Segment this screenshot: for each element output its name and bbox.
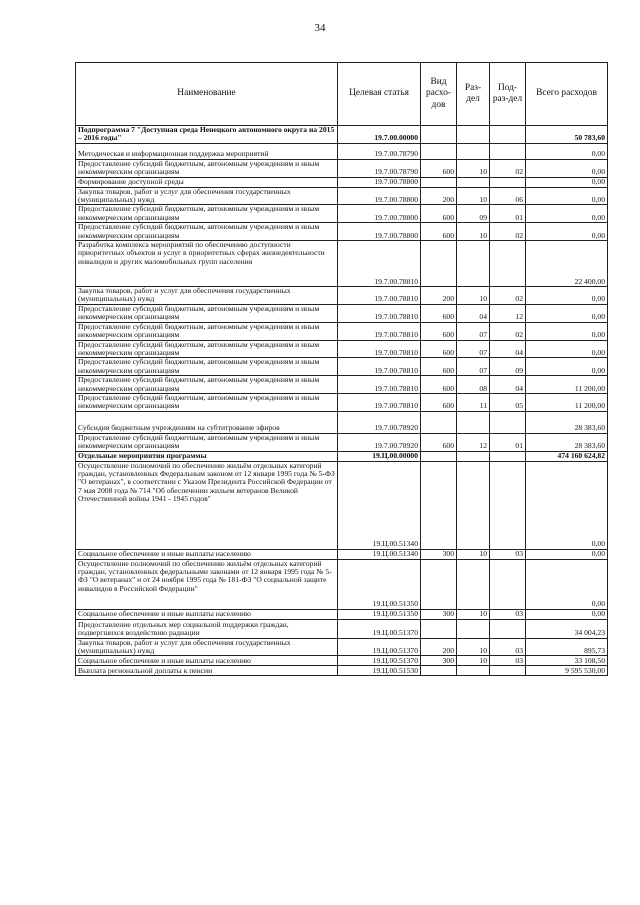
- cell-type: 600: [421, 205, 457, 223]
- cell-total: 0,00: [526, 223, 608, 241]
- cell-total: 0,00: [526, 340, 608, 358]
- cell-name: Предоставление отдельных мер социальной поддержки граждан, подвергшихся воздействию радиации: [76, 619, 338, 638]
- cell-total: 0,00: [526, 461, 608, 549]
- cell-section: 08: [457, 376, 490, 394]
- cell-subsection: 03: [490, 656, 526, 666]
- cell-total: 50 783,60: [526, 126, 608, 144]
- cell-section: 10: [457, 159, 490, 177]
- cell-section: 10: [457, 187, 490, 205]
- cell-section: [457, 177, 490, 187]
- table-row: [76, 177, 608, 187]
- cell-code: 19.Ц.00.51340: [338, 549, 421, 559]
- table-row: [76, 559, 608, 609]
- cell-type: 600: [421, 322, 457, 340]
- cell-subsection: [490, 666, 526, 676]
- cell-subsection: 03: [490, 549, 526, 559]
- cell-section: [457, 451, 490, 461]
- cell-name: Предоставление субсидий бюджетным, автономным учреждениям и иным некоммерческим организациям: [76, 340, 338, 358]
- table-row: [76, 393, 608, 411]
- cell-section: [457, 461, 490, 549]
- header-section: Раз-дел: [457, 63, 490, 126]
- cell-name: Осуществление полномочий по обеспечению жильём отдельных категорий граждан, установленных федеральными законами от 12 января 1995 года № 5-ФЗ "О ветеранах" и от 24 ноября 1995 года № 181-ФЗ "О социальной защите инвалидов в Российской Федерации": [76, 559, 338, 609]
- cell-section: 10: [457, 609, 490, 619]
- table-row: [76, 322, 608, 340]
- cell-name: Предоставление субсидий бюджетным, автономным учреждениям и иным некоммерческим организациям: [76, 304, 338, 322]
- table-row: [76, 461, 608, 549]
- cell-code: 19.7.00.78810: [338, 304, 421, 322]
- cell-subsection: 02: [490, 159, 526, 177]
- header-total: Всего расходов: [526, 63, 608, 126]
- table-row: [76, 287, 608, 305]
- cell-subsection: 01: [490, 433, 526, 451]
- cell-type: [421, 143, 457, 159]
- cell-total: 0,00: [526, 358, 608, 376]
- cell-type: 600: [421, 304, 457, 322]
- cell-type: 600: [421, 358, 457, 376]
- cell-type: 300: [421, 656, 457, 666]
- table-row: [76, 187, 608, 205]
- cell-subsection: 03: [490, 609, 526, 619]
- cell-total: 0,00: [526, 559, 608, 609]
- table-body: [76, 126, 608, 676]
- cell-type: [421, 126, 457, 144]
- cell-code: 19.Ц.00.51350: [338, 559, 421, 609]
- header-subsection: Под-раз-дел: [490, 63, 526, 126]
- cell-total: 22 400,00: [526, 241, 608, 287]
- page-number: 34: [314, 22, 326, 34]
- cell-code: 19.7.00.78810: [338, 287, 421, 305]
- cell-name: Субсидия бюджетным учреждениям на субтитрование эфиров: [76, 411, 338, 433]
- cell-code: 19.Ц.00.00000: [338, 451, 421, 461]
- cell-section: [457, 241, 490, 287]
- cell-name: Отдельные мероприятия программы: [76, 451, 338, 461]
- cell-subsection: 09: [490, 358, 526, 376]
- cell-total: 0,00: [526, 549, 608, 559]
- cell-name: Предоставление субсидий бюджетным, автономным учреждениям и иным некоммерческим организациям: [76, 322, 338, 340]
- cell-subsection: 06: [490, 187, 526, 205]
- cell-name: Подпрограмма 7 "Доступная среда Ненецкого автономного округа на 2015 – 2016 годы": [76, 126, 338, 144]
- cell-total: 34 004,23: [526, 619, 608, 638]
- cell-name: Формирование доступной среды: [76, 177, 338, 187]
- cell-subsection: [490, 461, 526, 549]
- cell-total: 474 160 624,82: [526, 451, 608, 461]
- cell-total: 895,73: [526, 638, 608, 656]
- cell-code: 19.7.00.78810: [338, 358, 421, 376]
- cell-type: 200: [421, 638, 457, 656]
- table-row: [76, 638, 608, 656]
- cell-name: Предоставление субсидий бюджетным, автономным учреждениям и иным некоммерческим организациям: [76, 358, 338, 376]
- cell-name: Предоставление субсидий бюджетным, автономным учреждениям и иным некоммерческим организациям: [76, 223, 338, 241]
- cell-subsection: 02: [490, 287, 526, 305]
- cell-total: 0,00: [526, 159, 608, 177]
- cell-type: [421, 461, 457, 549]
- cell-section: 10: [457, 638, 490, 656]
- cell-name: Закупка товаров, работ и услуг для обеспечения государственных (муниципальных) нужд: [76, 187, 338, 205]
- cell-total: 11 200,00: [526, 393, 608, 411]
- header-name: Наименование: [76, 63, 338, 126]
- table-row: [76, 205, 608, 223]
- cell-total: 9 595 530,00: [526, 666, 608, 676]
- table-row: [76, 451, 608, 461]
- cell-section: 07: [457, 358, 490, 376]
- cell-code: 19.7.00.78810: [338, 241, 421, 287]
- header-code: Целевая статья: [338, 63, 421, 126]
- cell-section: 10: [457, 656, 490, 666]
- cell-subsection: [490, 451, 526, 461]
- cell-name: Выплата региональной доплаты к пенсии: [76, 666, 338, 676]
- cell-name: Разработка комплекса мероприятий по обеспечению доступности приоритетных объектов и услуг в приоритетных сферах жизнедеятельности инвалидов и других маломобильных групп населения: [76, 241, 338, 287]
- cell-section: [457, 143, 490, 159]
- cell-section: 11: [457, 393, 490, 411]
- table-row: [76, 340, 608, 358]
- cell-total: 0,00: [526, 205, 608, 223]
- cell-subsection: [490, 619, 526, 638]
- cell-type: [421, 619, 457, 638]
- cell-name: Методическая и информационная поддержка мероприятий: [76, 143, 338, 159]
- header-type: Вид расхо-дов: [421, 63, 457, 126]
- cell-total: 0,00: [526, 187, 608, 205]
- cell-name: Предоставление субсидий бюджетным, автономным учреждениям и иным некоммерческим организациям: [76, 376, 338, 394]
- cell-code: 19.7.00.78920: [338, 411, 421, 433]
- cell-type: [421, 177, 457, 187]
- cell-total: 0,00: [526, 143, 608, 159]
- table-row: [76, 549, 608, 559]
- cell-total: 28 383,60: [526, 411, 608, 433]
- cell-code: 19.Ц.00.51370: [338, 619, 421, 638]
- cell-section: [457, 411, 490, 433]
- table-row: [76, 223, 608, 241]
- cell-type: [421, 666, 457, 676]
- cell-type: 600: [421, 393, 457, 411]
- cell-name: Осуществление полномочий по обеспечению жильём отдельных категорий граждан, установленных Федеральным законом от 12 января 1995 года № 5-ФЗ "О ветеранах", в соответствии с Указом Президента Российской Федерации от 7 мая 2008 года № 714 "Об обеспечении жильем ветеранов Великой Отечественной войны 1941 - 1945 годов": [76, 461, 338, 549]
- cell-code: 19.7.00.78810: [338, 322, 421, 340]
- cell-name: Социальное обеспечение и иные выплаты населению: [76, 656, 338, 666]
- table-row: [76, 666, 608, 676]
- cell-code: 19.7.00.78800: [338, 187, 421, 205]
- cell-type: 600: [421, 223, 457, 241]
- cell-type: 200: [421, 187, 457, 205]
- cell-subsection: 04: [490, 340, 526, 358]
- cell-subsection: [490, 126, 526, 144]
- cell-section: 10: [457, 549, 490, 559]
- table-row: [76, 433, 608, 451]
- cell-type: 300: [421, 609, 457, 619]
- cell-type: 600: [421, 340, 457, 358]
- cell-name: Предоставление субсидий бюджетным, автономным учреждениям и иным некоммерческим организациям: [76, 393, 338, 411]
- cell-subsection: 01: [490, 205, 526, 223]
- cell-type: [421, 411, 457, 433]
- cell-section: 10: [457, 287, 490, 305]
- cell-name: Социальное обеспечение и иные выплаты населению: [76, 609, 338, 619]
- cell-total: 0,00: [526, 177, 608, 187]
- cell-subsection: [490, 143, 526, 159]
- budget-table: [75, 62, 608, 676]
- cell-name: Предоставление субсидий бюджетным, автономным учреждениям и иным некоммерческим организациям: [76, 205, 338, 223]
- cell-type: [421, 451, 457, 461]
- cell-section: 09: [457, 205, 490, 223]
- cell-subsection: [490, 559, 526, 609]
- cell-code: 19.Ц.00.51370: [338, 656, 421, 666]
- cell-section: 04: [457, 304, 490, 322]
- cell-total: 0,00: [526, 287, 608, 305]
- cell-type: 600: [421, 159, 457, 177]
- cell-subsection: 03: [490, 638, 526, 656]
- cell-code: 19.Ц.00.51530: [338, 666, 421, 676]
- cell-subsection: 04: [490, 376, 526, 394]
- cell-subsection: 12: [490, 304, 526, 322]
- cell-total: 0,00: [526, 609, 608, 619]
- cell-section: [457, 619, 490, 638]
- table-row: [76, 358, 608, 376]
- cell-code: 19.Ц.00.51370: [338, 638, 421, 656]
- cell-section: 10: [457, 223, 490, 241]
- cell-type: 600: [421, 376, 457, 394]
- table-row: [76, 304, 608, 322]
- table-row: [76, 609, 608, 619]
- cell-code: 19.Ц.00.51340: [338, 461, 421, 549]
- cell-type: [421, 241, 457, 287]
- cell-section: [457, 666, 490, 676]
- table-header-row: [76, 63, 608, 126]
- cell-code: 19.7.00.78920: [338, 433, 421, 451]
- cell-code: 19.7.00.78810: [338, 340, 421, 358]
- cell-subsection: 05: [490, 393, 526, 411]
- cell-name: Закупка товаров, работ и услуг для обеспечения государственных (муниципальных) нужд: [76, 287, 338, 305]
- table-row: [76, 159, 608, 177]
- cell-name: Закупка товаров, работ и услуг для обеспечения государственных (муниципальных) нужд: [76, 638, 338, 656]
- cell-code: 19.Ц.00.51350: [338, 609, 421, 619]
- cell-section: [457, 126, 490, 144]
- cell-section: 12: [457, 433, 490, 451]
- table-row: [76, 376, 608, 394]
- cell-type: 200: [421, 287, 457, 305]
- table-row: [76, 126, 608, 144]
- table-row: [76, 241, 608, 287]
- table-row: [76, 656, 608, 666]
- cell-name: Социальное обеспечение и иные выплаты населению: [76, 549, 338, 559]
- cell-code: 19.7.00.78800: [338, 205, 421, 223]
- cell-subsection: 02: [490, 322, 526, 340]
- cell-type: 300: [421, 549, 457, 559]
- cell-code: 19.7.00.78790: [338, 159, 421, 177]
- cell-subsection: 02: [490, 223, 526, 241]
- cell-name: Предоставление субсидий бюджетным, автономным учреждениям и иным некоммерческим организациям: [76, 433, 338, 451]
- cell-code: 19.7.00.78810: [338, 376, 421, 394]
- cell-total: 33 108,50: [526, 656, 608, 666]
- table-row: [76, 143, 608, 159]
- cell-subsection: [490, 411, 526, 433]
- cell-total: 0,00: [526, 322, 608, 340]
- cell-section: 07: [457, 322, 490, 340]
- cell-subsection: [490, 177, 526, 187]
- cell-name: Предоставление субсидий бюджетным, автономным учреждениям и иным некоммерческим организациям: [76, 159, 338, 177]
- table-row: [76, 411, 608, 433]
- cell-code: 19.7.00.78790: [338, 143, 421, 159]
- cell-code: 19.7.00.78800: [338, 177, 421, 187]
- cell-section: 07: [457, 340, 490, 358]
- cell-type: [421, 559, 457, 609]
- cell-code: 19.7.00.78810: [338, 393, 421, 411]
- cell-code: 19.7.00.78800: [338, 223, 421, 241]
- cell-total: 28 383,60: [526, 433, 608, 451]
- cell-total: 0,00: [526, 304, 608, 322]
- cell-type: 600: [421, 433, 457, 451]
- cell-code: 19.7.00.00000: [338, 126, 421, 144]
- cell-total: 11 200,00: [526, 376, 608, 394]
- cell-subsection: [490, 241, 526, 287]
- cell-section: [457, 559, 490, 609]
- table-row: [76, 619, 608, 638]
